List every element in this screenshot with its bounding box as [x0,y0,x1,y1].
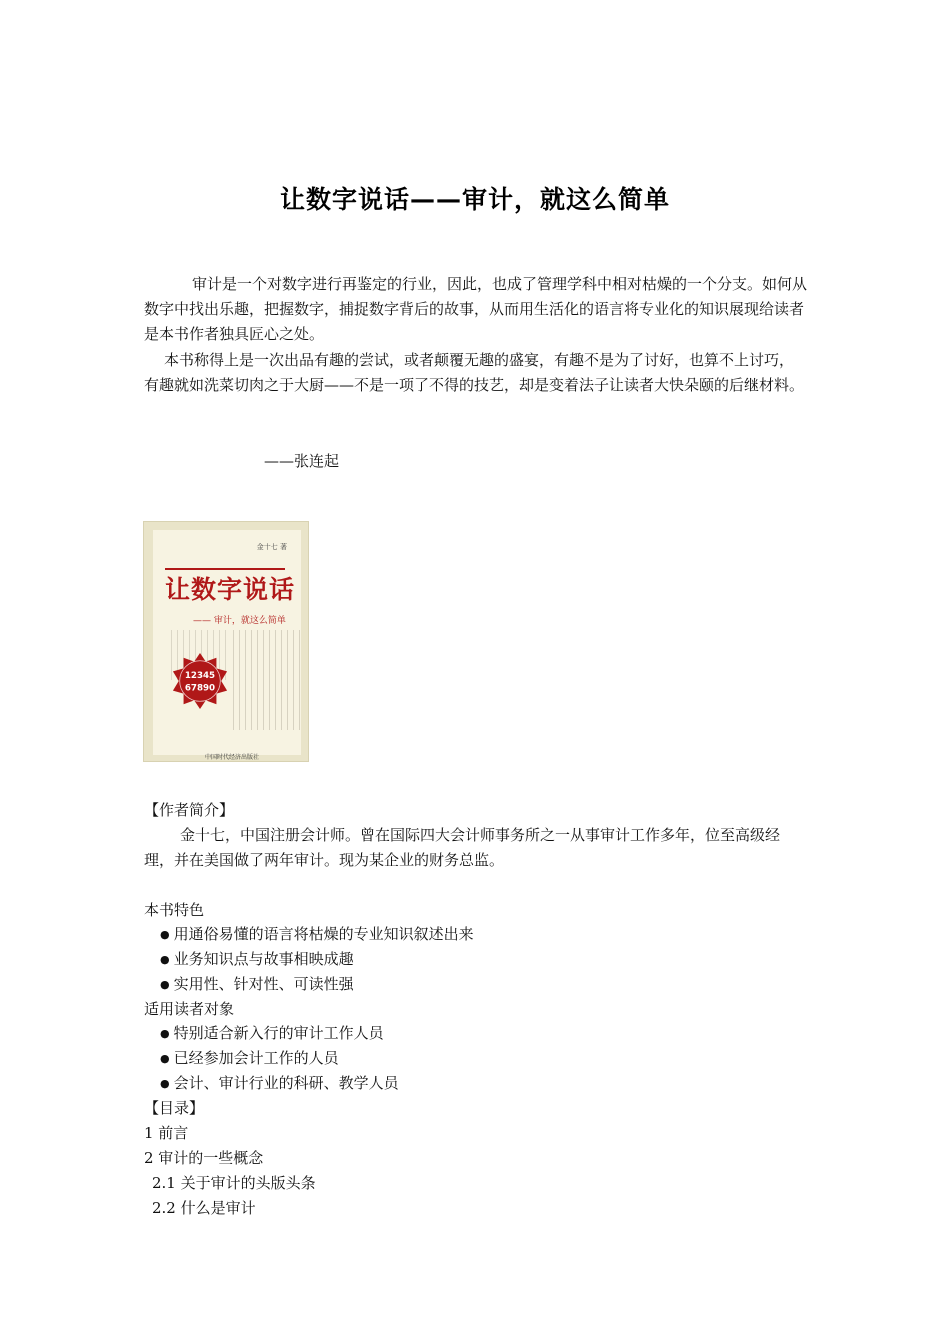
cover-seal-icon [171,652,229,710]
features-heading: 本书特色 [144,901,205,919]
features-item-text: 实用性、针对性、可读性强 [173,975,354,993]
readers-heading: 适用读者对象 [144,1000,235,1018]
seal-bottom-text: 67890 [184,683,216,694]
seal-top-text: 12345 [184,671,216,682]
bullet-icon: ● [160,1027,170,1040]
intro-paragraph-2-text: 本书称得上是一次出品有趣的尝试，或者颠覆无趣的盛宴，有趣不是为了讨好，也算不上讨巧，有趣就如洗菜切肉之于大厨——不是一项了不得的技艺，却是变着法子让读者大快朵颐的后继材料。 [144,351,805,394]
author-heading: 【作者简介】 [144,801,235,819]
readers-item-text: 已经参加会计工作的人员 [173,1049,339,1067]
features-list-item [160,972,354,998]
readers-list-item [160,1046,339,1072]
toc-heading: 【目录】 [144,1099,205,1117]
bullet-icon: ● [160,1052,170,1065]
features-item-text: 用通俗易懂的语言将枯燥的专业知识叙述出来 [173,925,474,943]
intro-signature: ——张连起 [264,452,340,470]
readers-list-item [160,1021,384,1047]
author-paragraph-text: 金十七，中国注册会计师。曾在国际四大会计师事务所之一从事审计工作多年，位至高级经理，并在美国做了两年审计。现为某企业的财务总监。 [144,826,781,869]
author-paragraph [144,823,808,873]
intro-paragraph-1 [144,272,808,347]
book-cover-panel [153,530,301,761]
cover-subtitle: —— 审计，就这么简单 [193,616,286,626]
cover-publisher: 中国时代经济出版社 [205,754,260,761]
readers-item-text: 特别适合新入行的审计工作人员 [173,1024,384,1042]
cover-author: 金十七 著 [256,543,287,551]
page-title: 让数字说话——审计，就这么简单 [279,185,670,214]
bullet-icon: ● [160,928,170,941]
readers-list-item [160,1071,399,1097]
toc-entry: 1 前言 [144,1124,189,1142]
intro-paragraph-2 [144,348,808,398]
intro-paragraph-1-text: 审计是一个对数字进行再鉴定的行业，因此，也成了管理学科中相对枯燥的一个分支。如何从数字中找出乐趣，把握数字，捕捉数字背后的故事，从而用生活化的语言将专业化的知识展现给读者是本书作者独具匠心之处。 [144,275,808,343]
features-item-text: 业务知识点与故事相映成趣 [173,950,354,968]
bullet-icon: ● [160,953,170,966]
features-list-item [160,947,354,973]
book-cover-image [143,521,309,762]
bullet-icon: ● [160,978,170,991]
readers-item-text: 会计、审计行业的科研、教学人员 [173,1074,399,1092]
bullet-icon: ● [160,1077,170,1090]
features-list-item [160,922,474,948]
cover-title: 让数字说话 [165,575,296,604]
toc-entry: 2.2 什么是审计 [152,1199,256,1217]
toc-entry: 2.1 关于审计的头版头条 [152,1174,316,1192]
cover-text-columns [233,630,303,730]
toc-entry: 2 审计的一些概念 [144,1149,264,1167]
